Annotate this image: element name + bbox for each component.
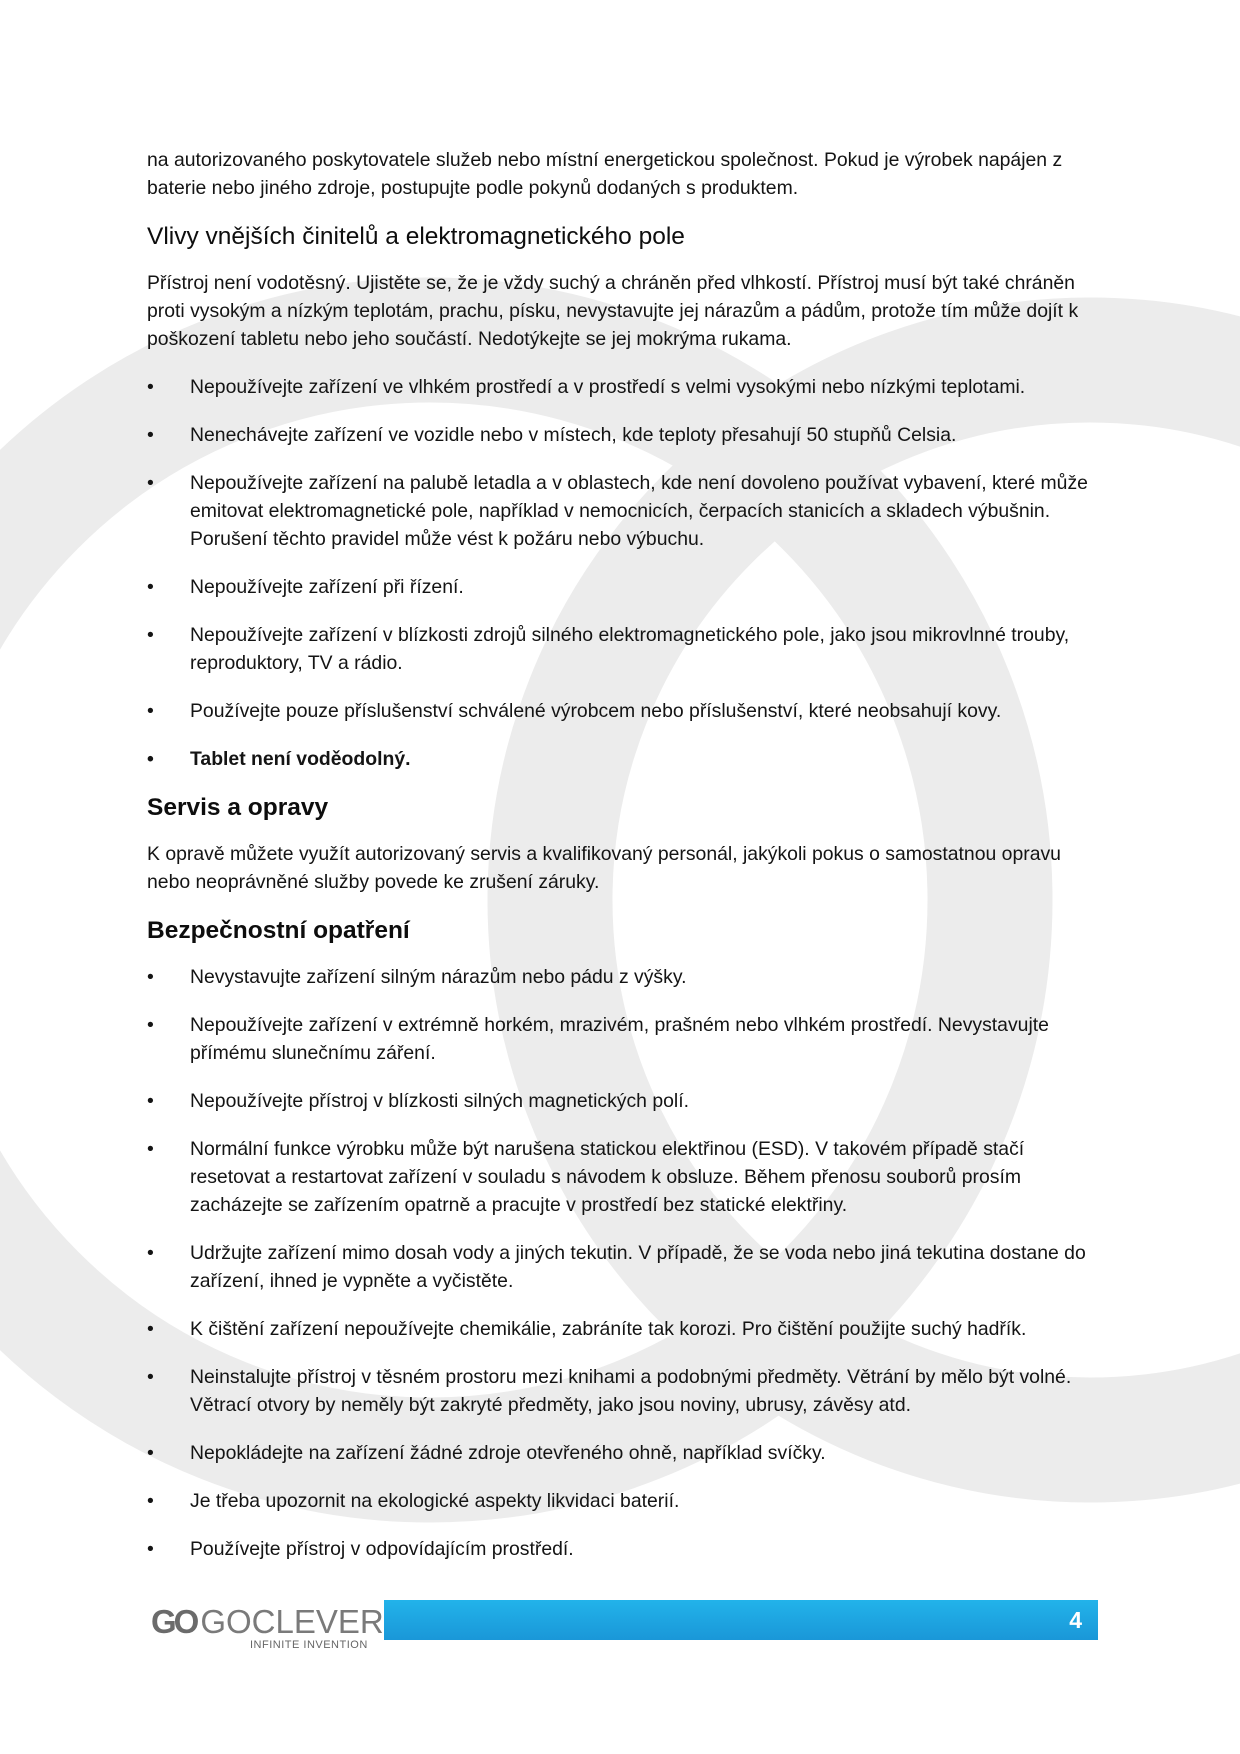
- list-item: • Nenechávejte zařízení ve vozidle nebo v místech, kde teploty přesahují 50 stupňů Celsia.: [147, 421, 1107, 449]
- bullet-mark: •: [147, 472, 154, 494]
- list-item: • Nevystavujte zařízení silným nárazům nebo pádu z výšky.: [147, 963, 1107, 991]
- bullet-mark: •: [147, 700, 154, 722]
- list-item: • Nepoužívejte zařízení na palubě letadla a v oblastech, kde není dovoleno používat vybavení, které může emitovat elektromagnetické pole, například v nemocnicích, čerpacích stanicích a skladech výbušnin. Porušení těchto pravidel může vést k požáru nebo výbuchu.: [147, 469, 1107, 553]
- goclever-logo: [151, 1604, 391, 1654]
- list-item: • K čištění zařízení nepoužívejte chemikálie, zabráníte tak korozi. Pro čištění použijte suchý hadřík.: [147, 1315, 1107, 1343]
- footer-bar: [384, 1600, 1098, 1640]
- logo-tagline: INFINITE INVENTION: [250, 1639, 368, 1651]
- external-factors-list: [147, 373, 1107, 773]
- page-footer: [0, 1596, 1240, 1656]
- external-factors-paragraph: Přístroj není vodotěsný. Ujistěte se, že je vždy suchý a chráněn před vlhkostí. Přístroj musí být také chráněn proti vysokým a nízkým teplotám, prachu, písku, nevystavujte jej nárazům a pádům, protože tím může dojít k poškození tabletu nebo jeho součástí. Nedotýkejte se jej mokrýma rukama.: [147, 272, 1079, 350]
- list-item: • Udržujte zařízení mimo dosah vody a jiných tekutin. V případě, že se voda nebo jiná tekutina dostane do zařízení, ihned je vypněte a vyčistěte.: [147, 1239, 1107, 1295]
- bullet-mark: •: [147, 1014, 154, 1036]
- bullet-mark: •: [147, 1442, 154, 1464]
- section-heading-external-factors: Vlivy vnějších činitelů a elektromagnetického pole: [147, 223, 685, 250]
- list-item: • Nepoužívejte zařízení v extrémně horkém, mrazivém, prašném nebo vlhkém prostředí. Nevystavujte přímému slunečnímu záření.: [147, 1011, 1107, 1067]
- bullet-mark: •: [147, 1318, 154, 1340]
- bullet-mark: •: [147, 1242, 154, 1264]
- list-item: • Nepoužívejte zařízení při řízení.: [147, 573, 1107, 601]
- bullet-mark: •: [147, 576, 154, 598]
- list-item: • Používejte přístroj v odpovídajícím prostředí.: [147, 1535, 1107, 1563]
- list-item: • Je třeba upozornit na ekologické aspekty likvidaci baterií.: [147, 1487, 1107, 1515]
- bullet-mark: •: [147, 376, 154, 398]
- intro-paragraph: na autorizovaného poskytovatele služeb nebo místní energetickou společnost. Pokud je výrobek napájen z baterie nebo jiného zdroje, postupujte podle pokynů dodaných s produktem.: [147, 149, 1063, 199]
- safety-list: [147, 963, 1107, 1563]
- bullet-mark: •: [147, 1538, 154, 1560]
- list-item: • Nepoužívejte přístroj v blízkosti silných magnetických polí.: [147, 1087, 1107, 1115]
- list-item: • Nepoužívejte zařízení ve vlhkém prostředí a v prostředí s velmi vysokými nebo nízkými teplotami.: [147, 373, 1107, 401]
- list-item: • Používejte pouze příslušenství schválené výrobcem nebo příslušenství, které neobsahují kovy.: [147, 697, 1107, 725]
- logo-go-mark: GO: [151, 1603, 197, 1640]
- list-item: • Nepokládejte na zařízení žádné zdroje otevřeného ohně, například svíčky.: [147, 1439, 1107, 1467]
- service-paragraph: K opravě můžete využít autorizovaný servis a kvalifikovaný personál, jakýkoli pokus o samostatnou opravu nebo neoprávněné služby povede ke zrušení záruky.: [147, 843, 1061, 893]
- list-item-bold: • Tablet není voděodolný.: [147, 745, 1107, 773]
- bullet-mark: •: [147, 966, 154, 988]
- list-item: • Nepoužívejte zařízení v blízkosti zdrojů silného elektromagnetického pole, jako jsou mikrovlnné trouby, reproduktory, TV a rádio.: [147, 621, 1107, 677]
- list-item: • Neinstalujte přístroj v těsném prostoru mezi knihami a podobnými předměty. Větrání by mělo být volné. Větrací otvory by neměly být zakryté předměty, jako jsou noviny, ubrusy, závěsy atd.: [147, 1363, 1107, 1419]
- section-heading-safety: Bezpečnostní opatření: [147, 917, 410, 944]
- document-body: [147, 146, 1107, 1583]
- bullet-mark: •: [147, 1490, 154, 1512]
- section-heading-service: Servis a opravy: [147, 794, 329, 821]
- bullet-mark: •: [147, 1090, 154, 1112]
- bullet-mark: •: [147, 1138, 154, 1160]
- bullet-mark: •: [147, 1366, 154, 1388]
- bullet-mark: •: [147, 624, 154, 646]
- page-number: 4: [1069, 1607, 1082, 1633]
- logo-wordmark: GOCLEVER: [200, 1603, 384, 1640]
- bullet-mark: •: [147, 748, 154, 770]
- bullet-mark: •: [147, 424, 154, 446]
- list-item: • Normální funkce výrobku může být narušena statickou elektřinou (ESD). V takovém případě stačí resetovat a restartovat zařízení v souladu s návodem k obsluze. Během přenosu souborů prosím zacházejte se zařízením opatrně a pracujte v prostředí bez statické elektřiny.: [147, 1135, 1107, 1219]
